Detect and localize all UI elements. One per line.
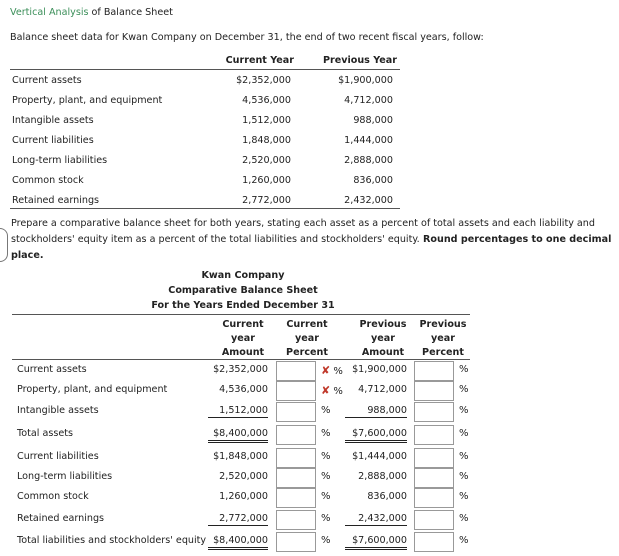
current-amount: 4,536,000 (219, 384, 268, 395)
previous-percent-input[interactable] (414, 510, 454, 530)
instructions-plain: stockholders' equity item as a percent of the total liabilities and stockholders' equity. (11, 234, 420, 245)
statement-title: Comparative Balance Sheet (168, 285, 318, 296)
data-row-current: 1,260,000 (242, 175, 291, 186)
previous-percent-sign: % (459, 428, 469, 439)
data-row-label: Property, plant, and equipment (12, 95, 163, 106)
previous-percent-input[interactable] (414, 361, 454, 381)
data-row-previous: 2,432,000 (344, 195, 393, 206)
statement-row-label: Current liabilities (17, 451, 99, 462)
statement-row-label: Total liabilities and stockholders' equity (17, 535, 207, 546)
data-row-label: Current liabilities (12, 135, 94, 146)
incorrect-x-icon: ✘ (321, 364, 331, 377)
data-row-previous: 4,712,000 (344, 95, 393, 106)
previous-percent-sign: % (459, 535, 469, 546)
previous-amount: 836,000 (367, 491, 407, 502)
current-percent-sign: % (321, 491, 331, 502)
header-bottom-divider (12, 359, 470, 360)
data-row-label: Retained earnings (12, 195, 100, 206)
current-percent-input[interactable] (276, 361, 316, 381)
current-percent-sign: % (321, 513, 331, 524)
previous-percent-input[interactable] (414, 488, 454, 508)
current-percent-input[interactable] (276, 468, 316, 488)
previous-percent-input[interactable] (414, 532, 454, 552)
current-percent-input[interactable] (276, 488, 316, 508)
previous-percent-input[interactable] (414, 468, 454, 488)
page-heading (10, 7, 173, 18)
current-amount: 1,260,000 (219, 491, 268, 502)
company-name: Kwan Company (201, 270, 285, 281)
previous-amount: 2,432,000 (345, 513, 407, 526)
previous-amount: $1,444,000 (352, 451, 407, 462)
topic-link[interactable]: Vertical Analysis (10, 7, 89, 18)
previous-amount: $7,600,000 (345, 535, 407, 550)
intro-text: Balance sheet data for Kwan Company on December 31, the end of two recent fiscal years, follow: (10, 32, 484, 43)
current-amount: 2,520,000 (219, 471, 268, 482)
current-percent-sign: % (321, 428, 331, 439)
data-row-current: $2,352,000 (236, 75, 291, 86)
previous-percent-sign: % (459, 513, 469, 524)
previous-percent-input[interactable] (414, 402, 454, 422)
statement-row-label: Intangible assets (17, 405, 99, 416)
data-row-current: 1,512,000 (242, 115, 291, 126)
statement-row-label: Current assets (17, 364, 87, 375)
col-current-header: Current Year (225, 55, 294, 66)
data-row-previous: 2,888,000 (344, 155, 393, 166)
current-amount: 1,512,000 (208, 405, 268, 418)
statement-row-label: Common stock (17, 491, 89, 502)
title-divider (12, 314, 470, 315)
data-row-previous: $1,900,000 (338, 75, 393, 86)
data-row-current: 2,772,000 (242, 195, 291, 206)
current-percent-sign: % (321, 405, 331, 416)
current-percent-input[interactable] (276, 381, 316, 401)
instruction-bracket (0, 228, 8, 262)
previous-percent-input[interactable] (414, 425, 454, 445)
header-divider (10, 69, 400, 70)
previous-amount: $7,600,000 (345, 428, 407, 443)
data-row-label: Long-term liabilities (12, 155, 108, 166)
current-percent-sign: ✘ % (321, 364, 343, 377)
current-percent-sign: ✘ % (321, 384, 343, 397)
table-bottom-divider (10, 208, 400, 209)
current-amount: $8,400,000 (208, 535, 268, 550)
current-amount: $1,848,000 (213, 451, 268, 462)
previous-percent-sign: % (459, 364, 469, 375)
data-row-label: Current assets (12, 75, 82, 86)
col-previous-header: Previous Year (322, 55, 397, 66)
previous-percent-input[interactable] (414, 448, 454, 468)
header-current-percent: Current year Percent (286, 319, 328, 358)
data-row-label: Common stock (12, 175, 84, 186)
previous-amount: 2,888,000 (358, 471, 407, 482)
instructions-line3: place. (11, 250, 44, 261)
header-previous-amount: Previous year Amount (359, 319, 407, 358)
statement-row-label: Long-term liabilities (17, 471, 113, 482)
data-row-label: Intangible assets (12, 115, 94, 126)
current-percent-input[interactable] (276, 425, 316, 445)
previous-amount: 4,712,000 (358, 384, 407, 395)
previous-percent-sign: % (459, 471, 469, 482)
current-percent-sign: % (321, 471, 331, 482)
statement-row-label: Total assets (17, 428, 73, 439)
statement-row-label: Property, plant, and equipment (17, 384, 168, 395)
previous-percent-sign: % (459, 491, 469, 502)
current-percent-sign: % (321, 451, 331, 462)
data-row-current: 4,536,000 (242, 95, 291, 106)
data-row-previous: 988,000 (353, 115, 393, 126)
current-amount: 2,772,000 (208, 513, 268, 526)
statement-period: For the Years Ended December 31 (151, 300, 335, 311)
data-row-previous: 836,000 (353, 175, 393, 186)
topic-rest: of Balance Sheet (88, 7, 173, 18)
current-percent-input[interactable] (276, 402, 316, 422)
incorrect-x-icon: ✘ (321, 384, 331, 397)
current-percent-sign: % (321, 535, 331, 546)
statement-row-label: Retained earnings (17, 513, 105, 524)
previous-percent-sign: % (459, 384, 469, 395)
current-amount: $8,400,000 (208, 428, 268, 443)
previous-amount: $1,900,000 (352, 364, 407, 375)
previous-percent-input[interactable] (414, 381, 454, 401)
current-percent-input[interactable] (276, 532, 316, 552)
instructions-line1: Prepare a comparative balance sheet for both years, stating each asset as a percent of total assets and each liability and (11, 218, 595, 229)
previous-amount: 988,000 (345, 405, 407, 418)
data-row-current: 2,520,000 (242, 155, 291, 166)
instructions-line2 (11, 234, 611, 245)
previous-percent-sign: % (459, 405, 469, 416)
header-previous-percent: Previous year Percent (419, 319, 467, 358)
data-row-current: 1,848,000 (242, 135, 291, 146)
current-percent-input[interactable] (276, 510, 316, 530)
instructions-bold: Round percentages to one decimal (419, 234, 612, 245)
data-row-previous: 1,444,000 (344, 135, 393, 146)
header-current-amount: Current year Amount (221, 319, 265, 358)
previous-percent-sign: % (459, 451, 469, 462)
current-percent-input[interactable] (276, 448, 316, 468)
current-amount: $2,352,000 (213, 364, 268, 375)
